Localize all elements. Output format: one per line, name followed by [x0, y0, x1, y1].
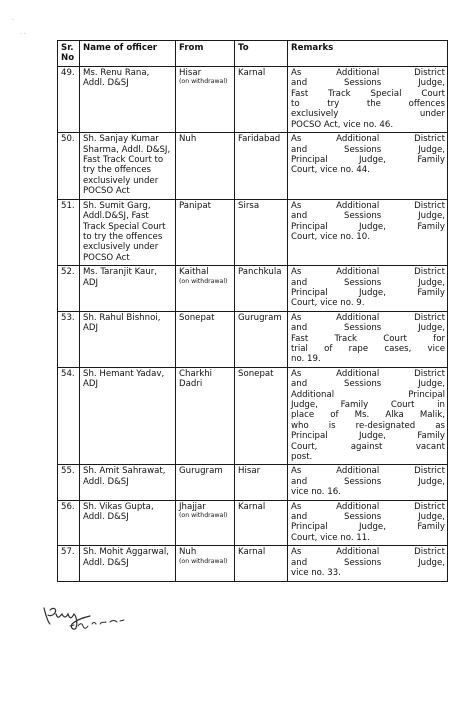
cell-from	[176, 199, 235, 265]
remarks-line: Court, vice no. 11.	[291, 532, 370, 543]
remarks-line: Court, against vacant	[291, 441, 445, 452]
remarks-line: to try the offences	[291, 99, 445, 110]
remarks-line: vice no. 16.	[291, 487, 341, 498]
cell-from	[176, 465, 235, 500]
header-from: From	[176, 41, 235, 67]
from-place: Kaithal	[179, 267, 209, 278]
cell-from	[176, 367, 235, 465]
remarks-line: Principal Judge, Family	[291, 522, 445, 533]
header-to: To	[235, 41, 288, 67]
remarks-line: As Additional District	[291, 267, 445, 278]
from-place: Gurugram	[179, 466, 223, 477]
remarks-line: and Sessions Judge,	[291, 277, 445, 288]
from-place: Jhajjar	[179, 501, 206, 512]
from-note: (on withdrawal)	[179, 512, 228, 520]
cell-to: Panchkula	[235, 266, 288, 312]
remarks-line: and Sessions Judge,	[291, 323, 445, 334]
remarks-line: Principal Judge, Family	[291, 155, 445, 166]
table-row	[58, 465, 448, 500]
table-row	[58, 266, 448, 312]
table-row	[58, 199, 448, 265]
cell-officer-name: Sh. Mohit Aggarwal, Addl. D&SJ	[80, 546, 176, 581]
remarks-line: trial of rape cases, vice	[291, 343, 445, 354]
cell-officer-name: Sh. Sumit Garg, Addl.D&SJ, Fast Track Special Court to try the offences exclusively under POCSO Act	[80, 199, 176, 265]
remarks-line: Principal Judge, Family	[291, 221, 445, 232]
cell-from	[176, 311, 235, 367]
remarks-line: As Additional District	[291, 134, 445, 145]
cell-to: Karnal	[235, 500, 288, 546]
cell-officer-name: Sh. Amit Sahrawat, Addl. D&SJ	[80, 465, 176, 500]
remarks-line: Principal Judge, Family	[291, 431, 445, 442]
from-place: Charkhi Dadri	[179, 368, 213, 390]
remarks-line: As Additional District	[291, 200, 445, 211]
cell-remarks	[288, 500, 448, 546]
remarks-line: As Additional District	[291, 466, 445, 477]
cell-officer-name: Ms. Taranjit Kaur, ADJ	[80, 266, 176, 312]
cell-officer-name: Sh. Sanjay Kumar Sharma, Addl. D&SJ, Fast Track Court to try the offences exclusively under POCSO Act	[80, 133, 176, 199]
cell-to: Gurugram	[235, 311, 288, 367]
remarks-line: and Sessions Judge,	[291, 78, 445, 89]
remarks-line: As Additional District	[291, 368, 445, 379]
remarks-line: and Sessions Judge,	[291, 557, 445, 568]
cell-remarks	[288, 465, 448, 500]
remarks-line: place of Ms. Alka Malik,	[291, 410, 445, 421]
cell-from	[176, 66, 235, 132]
remarks-line: post.	[291, 452, 313, 463]
remarks-line: who is re-designated as	[291, 420, 445, 431]
cell-to: Karnal	[235, 546, 288, 581]
scan-speck: ·	[12, 17, 14, 24]
from-note: (on withdrawal)	[179, 277, 228, 285]
cell-remarks	[288, 133, 448, 199]
remarks-line: vice no. 33.	[291, 568, 341, 579]
cell-officer-name: Sh. Vikas Gupta, Addl. D&SJ	[80, 500, 176, 546]
cell-sr-no: 51.	[58, 199, 80, 265]
cell-officer-name: Sh. Rahul Bishnoi, ADJ	[80, 311, 176, 367]
from-place: Nuh	[179, 547, 197, 558]
cell-sr-no: 54.	[58, 367, 80, 465]
table-header-row	[58, 41, 448, 67]
cell-sr-no: 50.	[58, 133, 80, 199]
cell-sr-no: 55.	[58, 465, 80, 500]
cell-from	[176, 266, 235, 312]
cell-to: Sonepat	[235, 367, 288, 465]
remarks-line: Court, vice no. 9.	[291, 298, 365, 309]
remarks-line: Judge, Family Court in	[291, 400, 445, 410]
cell-to: Faridabad	[235, 133, 288, 199]
table-body	[58, 66, 448, 581]
posting-table	[57, 40, 448, 582]
table-row	[58, 500, 448, 546]
cell-sr-no: 52.	[58, 266, 80, 312]
remarks-line: no. 19.	[291, 354, 321, 365]
remarks-line: and Sessions Judge,	[291, 512, 445, 523]
cell-from	[176, 133, 235, 199]
remarks-line: As Additional District	[291, 547, 445, 558]
table-row	[58, 546, 448, 581]
cell-remarks	[288, 266, 448, 312]
remarks-line: Fast Track Court for	[291, 333, 445, 344]
table-row	[58, 133, 448, 199]
from-note: (on withdrawal)	[179, 557, 228, 565]
header-name-of-officer: Name of officer	[80, 41, 176, 67]
from-place: Nuh	[179, 134, 197, 145]
cell-remarks	[288, 66, 448, 132]
handwritten-signature	[40, 602, 130, 632]
table-row	[58, 311, 448, 367]
cell-sr-no: 57.	[58, 546, 80, 581]
remarks-line: Fast Track Special Court	[291, 88, 445, 99]
from-place: Panipat	[179, 200, 211, 211]
cell-from	[176, 500, 235, 546]
scan-speck: · ·	[20, 31, 26, 38]
cell-officer-name: Ms. Renu Rana, Addl. D&SJ	[80, 66, 176, 132]
remarks-line: As Additional District	[291, 501, 445, 512]
remarks-line: and Sessions Judge,	[291, 144, 445, 155]
cell-to: Karnal	[235, 66, 288, 132]
remarks-line: Court, vice no. 10.	[291, 231, 370, 242]
header-remarks: Remarks	[288, 41, 448, 67]
cell-to: Hisar	[235, 465, 288, 500]
cell-officer-name: Sh. Hemant Yadav, ADJ	[80, 367, 176, 465]
remarks-line: and Sessions Judge,	[291, 476, 445, 487]
remarks-line: POCSO Act, vice no. 46.	[291, 119, 394, 130]
cell-to: Sirsa	[235, 199, 288, 265]
remarks-line: Principal Judge, Family	[291, 287, 445, 298]
remarks-line: As Additional District	[291, 67, 445, 78]
from-place: Hisar	[179, 67, 202, 78]
remarks-line: Additional Principal	[291, 389, 445, 400]
from-note: (on withdrawal)	[179, 78, 228, 86]
cell-remarks	[288, 546, 448, 581]
remarks-line: and Sessions Judge,	[291, 211, 445, 222]
table-row	[58, 66, 448, 132]
table-row	[58, 367, 448, 465]
remarks-line: Court, vice no. 44.	[291, 165, 370, 176]
cell-remarks	[288, 199, 448, 265]
cell-sr-no: 53.	[58, 311, 80, 367]
cell-remarks	[288, 367, 448, 465]
remarks-line: exclusively under	[291, 109, 445, 120]
header-sr-no: Sr. No	[58, 41, 80, 67]
cell-sr-no: 49.	[58, 66, 80, 132]
from-place: Sonepat	[179, 312, 215, 323]
remarks-line: As Additional District	[291, 312, 445, 323]
cell-remarks	[288, 311, 448, 367]
cell-from	[176, 546, 235, 581]
cell-sr-no: 56.	[58, 500, 80, 546]
remarks-line: and Sessions Judge,	[291, 379, 445, 390]
